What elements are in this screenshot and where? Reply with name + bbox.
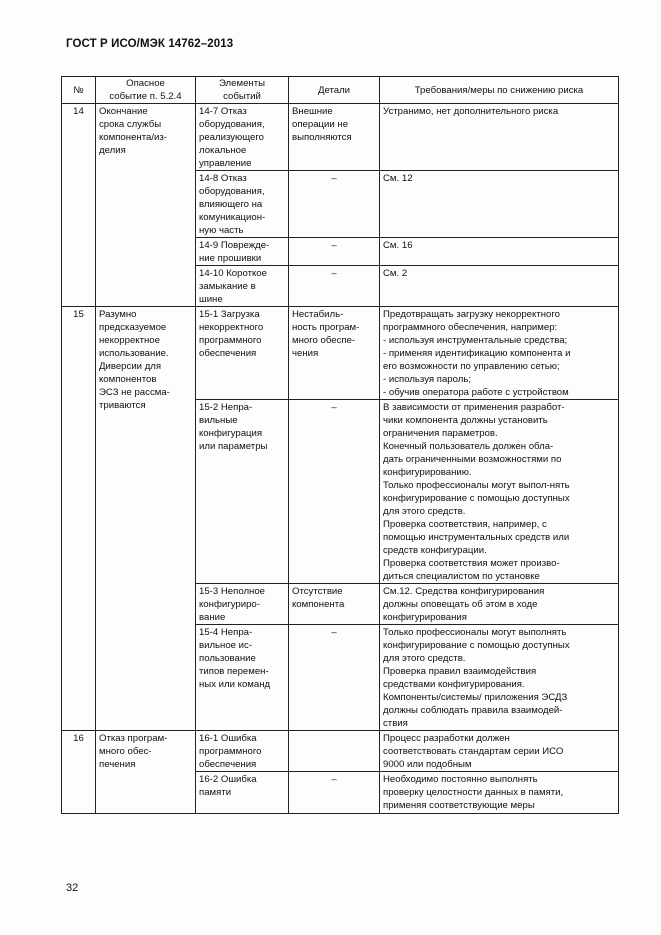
- requirements: Только профессионалы могут выполнять конфигурирование с помощью доступных для этого средств. Проверка правил взаимодействия средствами конфигурирования. Компоненты/системы/ приложения ЭСДЗ должны соблюдать правила взаимодей- ствия: [380, 625, 619, 731]
- table-row: [62, 307, 619, 400]
- column-header-hazard-event: Опасное событие п. 5.2.4: [96, 77, 196, 104]
- event-element: 16-1 Ошибка программного обеспечения: [196, 731, 289, 772]
- row-number: 16: [62, 731, 96, 814]
- event-details: –: [289, 171, 380, 238]
- event-details: Нестабиль- ность програм- много обеспе- чения: [289, 307, 380, 400]
- page-number: 32: [66, 882, 79, 894]
- requirements: Предотвращать загрузку некорректного программного обеспечения, например: - используя инструментальные средства; - применяя идентификацию компонента и его возможности по управлению сетью; - используя пароль; - обучив оператора работе с устройством: [380, 307, 619, 400]
- table-row: [62, 731, 619, 772]
- event-details: Внешние операции не выполняются: [289, 104, 380, 171]
- row-number: 14: [62, 104, 96, 307]
- event-element: 16-2 Ошибка памяти: [196, 772, 289, 814]
- event-element: 14-8 Отказ оборудования, влияющего на комуникацион- ную часть: [196, 171, 289, 238]
- event-element: 15-3 Неполное конфигуриро- вание: [196, 584, 289, 625]
- event-details: –: [289, 625, 380, 731]
- event-element: 14-10 Короткое замыкание в шине: [196, 266, 289, 307]
- document-header: ГОСТ Р ИСО/МЭК 14762–2013: [66, 38, 234, 50]
- requirements: См. 12: [380, 171, 619, 238]
- event-element: 14-7 Отказ оборудования, реализующего локальное управление: [196, 104, 289, 171]
- hazard-event: Окончание срока службы компонента/из- делия: [96, 104, 196, 307]
- requirements: В зависимости от применения разработ- чики компонента должны установить ограничения параметров. Конечный пользователь должен обла- дать ограниченными возможностями по конфигурированию. Только профессионалы могут выпол-нять конфигурирование с помощью доступных для этого средств. Проверка соответствия, например, с помощью инструментальных средств или средств конфигурации. Проверка соответствия может произво- диться специалистом по установке: [380, 400, 619, 584]
- hazard-event: Отказ програм- много обес- печения: [96, 731, 196, 814]
- event-element: 15-4 Непра- вильное ис- пользование типов перемен- ных или команд: [196, 625, 289, 731]
- requirements: См. 2: [380, 266, 619, 307]
- hazard-event: Разумно предсказуемое некорректное использование. Диверсии для компонентов ЭСЗ не рассма- триваются: [96, 307, 196, 731]
- event-details: [289, 731, 380, 772]
- event-details: –: [289, 772, 380, 814]
- event-element: 15-2 Непра- вильные конфигурация или параметры: [196, 400, 289, 584]
- table-header-row: [62, 77, 619, 104]
- row-number: 15: [62, 307, 96, 731]
- event-element: 15-1 Загрузка некорректного программного обеспечения: [196, 307, 289, 400]
- column-header-number: №: [62, 77, 96, 104]
- requirements: См.12. Средства конфигурирования должны оповещать об этом в ходе конфигурирования: [380, 584, 619, 625]
- event-element: 14-9 Поврежде- ние прошивки: [196, 238, 289, 266]
- risk-table: [61, 76, 619, 814]
- column-header-details: Детали: [289, 77, 380, 104]
- table-row: [62, 104, 619, 171]
- event-details: –: [289, 238, 380, 266]
- requirements: Устранимо, нет дополнительного риска: [380, 104, 619, 171]
- column-header-requirements: Требования/меры по снижению риска: [380, 77, 619, 104]
- requirements: Необходимо постоянно выполнять проверку целостности данных в памяти, применяя соответствующие меры: [380, 772, 619, 814]
- event-details: –: [289, 266, 380, 307]
- column-header-event-elements: Элементы событий: [196, 77, 289, 104]
- event-details: –: [289, 400, 380, 584]
- requirements: Процесс разработки должен соответствовать стандартам серии ИСО 9000 или подобным: [380, 731, 619, 772]
- event-details: Отсутствие компонента: [289, 584, 380, 625]
- requirements: См. 16: [380, 238, 619, 266]
